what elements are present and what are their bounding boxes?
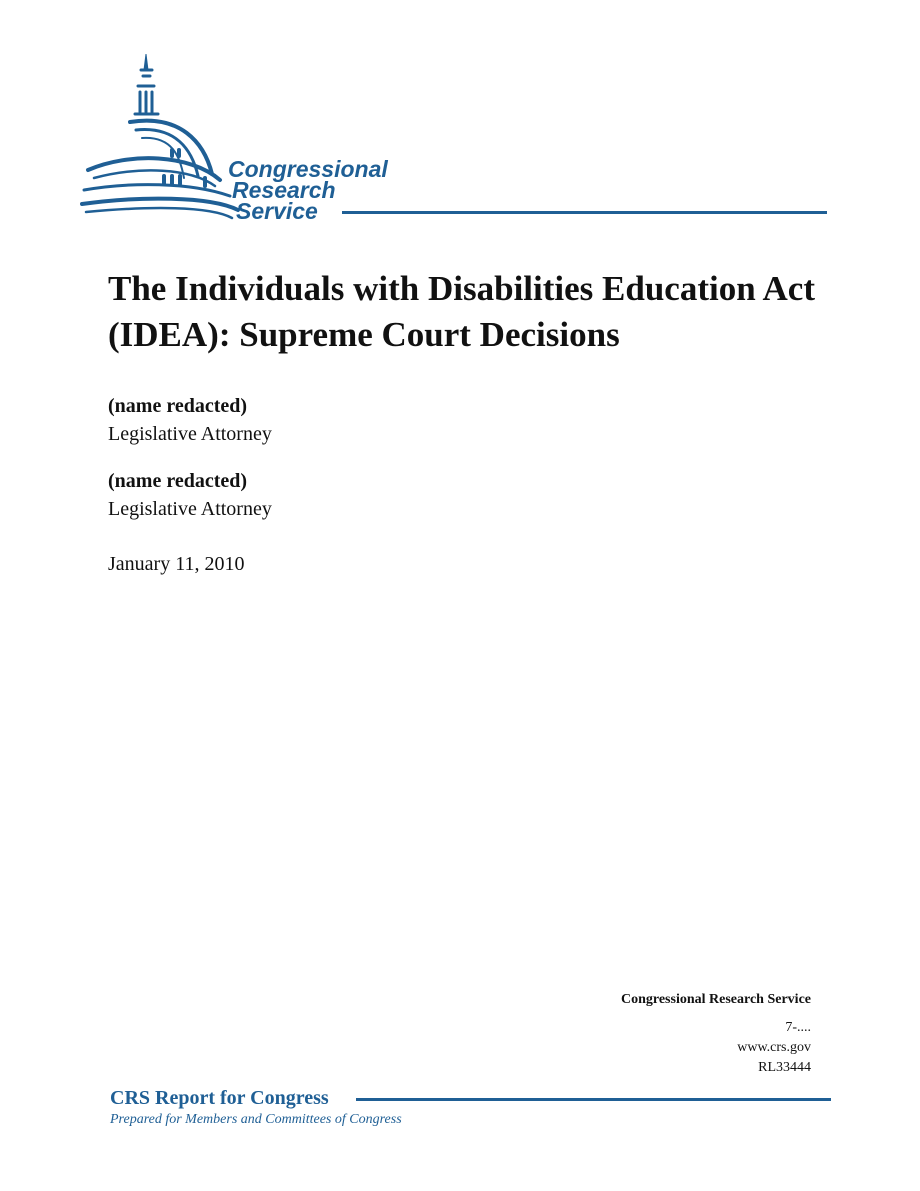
report-title: The Individuals with Disabilities Education Act (IDEA): Supreme Court Decisions xyxy=(108,269,815,354)
logo-line-congressional: Congressional xyxy=(228,156,388,182)
logo-line-research: Research xyxy=(232,177,336,203)
footer-subtitle: Prepared for Members and Committees of Congress xyxy=(110,1112,402,1127)
logo-line-service: Service xyxy=(236,198,318,224)
author-name-1: (name redacted) xyxy=(108,395,248,417)
footer-rule xyxy=(356,1098,831,1101)
header-rule xyxy=(342,211,827,214)
author-role-1: Legislative Attorney xyxy=(108,423,272,445)
contact-phone: 7-.... xyxy=(785,1020,811,1035)
crs-logo xyxy=(80,52,410,224)
contact-website[interactable]: www.crs.gov xyxy=(737,1040,811,1055)
author-role-2: Legislative Attorney xyxy=(108,498,272,520)
report-date: January 11, 2010 xyxy=(108,553,245,575)
footer-title: CRS Report for Congress xyxy=(110,1087,329,1109)
contact-org: Congressional Research Service xyxy=(620,992,811,1007)
author-name-2: (name redacted) xyxy=(108,470,248,492)
report-number: RL33444 xyxy=(758,1060,811,1075)
